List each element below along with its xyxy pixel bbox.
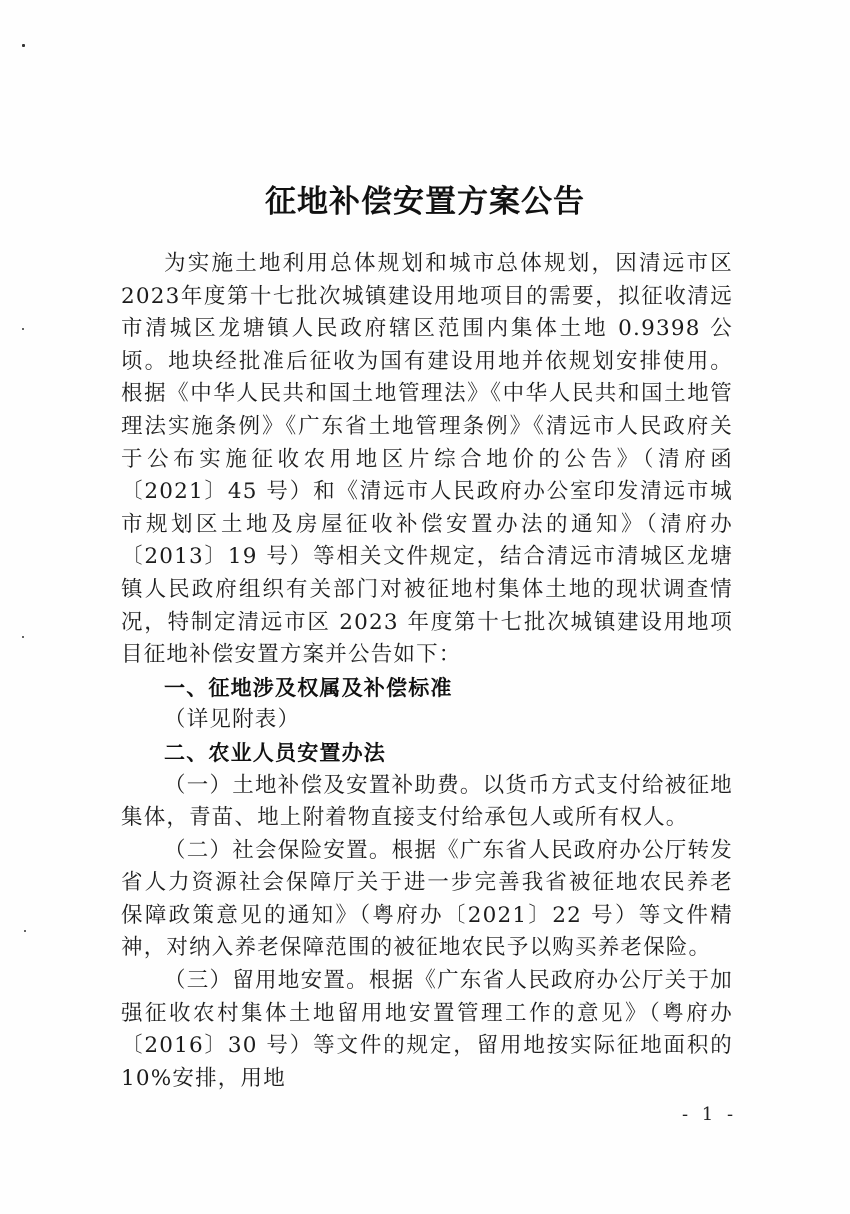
- page-number: - 1 -: [682, 1104, 738, 1125]
- scan-speck: [22, 44, 25, 47]
- scan-speck: [24, 930, 26, 932]
- document-body: [121, 248, 733, 1095]
- section-heading-2: 二、农业人员安置办法: [164, 740, 386, 765]
- scan-speck: [22, 636, 24, 638]
- subsection-3-paragraph: （三）留用地安置。根据《广东省人民政府办公厅关于加强征收农村集体土地留用地安置管理工作的意见》（粤府办〔2016〕30 号）等文件的规定，留用地按实际征地面积的 10%安排，用地: [121, 968, 733, 1091]
- document-title: 征地补偿安置方案公告: [265, 184, 585, 220]
- scan-speck: [22, 328, 24, 330]
- subsection-1-paragraph: （一）土地补偿及安置补助费。以货币方式支付给被征地集体，青苗、地上附着物直接支付给承包人或所有权人。: [121, 772, 733, 831]
- see-attachment-note: （详见附表）: [164, 707, 301, 733]
- intro-paragraph: 为实施土地利用总体规划和城市总体规划，因清远市区2023年度第十七批次城镇建设用地项目的需要，拟征收清远市清城区龙塘镇人民政府辖区范围内集体土地 0.9398 公顷。地块经批准后征收为国有建设用地并依规划安排使用。根据《中华人民共和国土地管理法》《中华人民共和国土地管理法实施条例》《广东省土地管理条例》《清远市人民政府关于公布实施征收农用地区片综合地价的公告》（清府函〔2021〕45 号）和《清远市人民政府办公室印发清远市城市规划区土地及房屋征收补偿安置办法的通知》（清府办〔2013〕19 号）等相关文件规定，结合清远市清城区龙塘镇人民政府组织有关部门对被征地村集体土地的现状调查情况，特制定清远市区 2023 年度第十七批次城镇建设用地项目征地补偿安置方案并公告如下：: [121, 251, 733, 668]
- section-heading-1: 一、征地涉及权属及补偿标准: [164, 675, 453, 700]
- subsection-2-paragraph: （二）社会保险安置。根据《广东省人民政府办公厅转发省人力资源社会保障厅关于进一步完善我省被征地农民养老保障政策意见的通知》（粤府办〔2021〕22 号）等文件精神，对纳入养老保障范围的被征地农民予以购买养老保险。: [121, 837, 733, 961]
